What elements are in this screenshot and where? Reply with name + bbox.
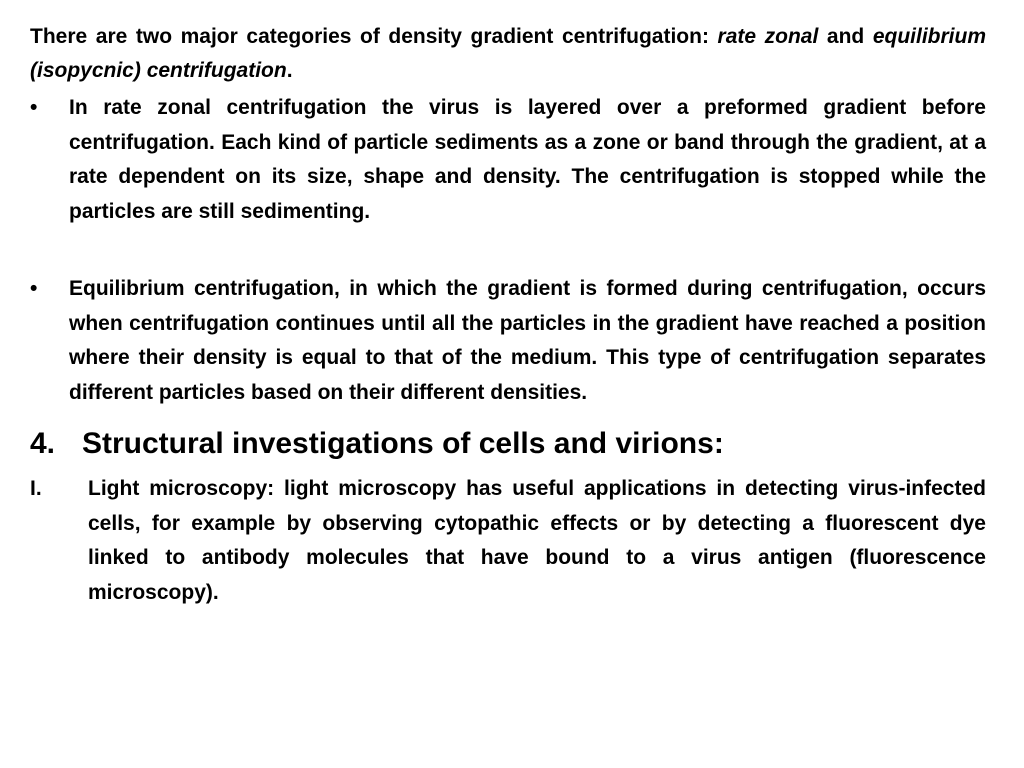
intro-text-a: There are two major categories of density gradient centrifugation: bbox=[30, 25, 718, 48]
section-number: 4. bbox=[30, 427, 56, 460]
subitem-light-microscopy bbox=[30, 472, 986, 610]
section-title: Structural investigations of cells and virions: bbox=[82, 427, 724, 460]
intro-text-c: . bbox=[286, 59, 293, 82]
bullet-marker: • bbox=[30, 277, 38, 300]
bullet-rate-zonal bbox=[30, 91, 986, 229]
bullet-marker: • bbox=[30, 96, 38, 119]
intro-paragraph bbox=[30, 20, 986, 88]
intro-em-equilibrium: equilibrium (isopycnic) centrifugation bbox=[30, 25, 986, 82]
intro-em-rate-zonal: rate zonal bbox=[717, 25, 819, 48]
slide-content bbox=[30, 20, 986, 610]
subitem-marker: I. bbox=[30, 477, 42, 500]
bullet-text: Equilibrium centrifugation, in which the gradient is formed during centrifugation, occurs when centrifugation continues until all the particles in the gradient have reached a position where their density is equal to that of the medium. This type of centrifugation separates different particles based on their different densities. bbox=[69, 277, 986, 404]
section-heading bbox=[30, 422, 986, 466]
subitem-text: Light microscopy: light microscopy has useful applications in detecting virus-infected cells, for example by observing cytopathic effects or by detecting a fluorescent dye linked to antibody molecules that have bound to a virus antigen (fluorescence microscopy). bbox=[88, 477, 986, 604]
bullet-list bbox=[30, 91, 986, 410]
bullet-text: In rate zonal centrifugation the virus is layered over a preformed gradient before centrifugation. Each kind of particle sediments as a zone or band through the gradient, at a rate dependent on its size, shape and density. The centrifugation is stopped while the particles are still sedimenting. bbox=[69, 96, 986, 223]
bullet-equilibrium bbox=[30, 272, 986, 410]
intro-text-b: and bbox=[818, 25, 873, 48]
